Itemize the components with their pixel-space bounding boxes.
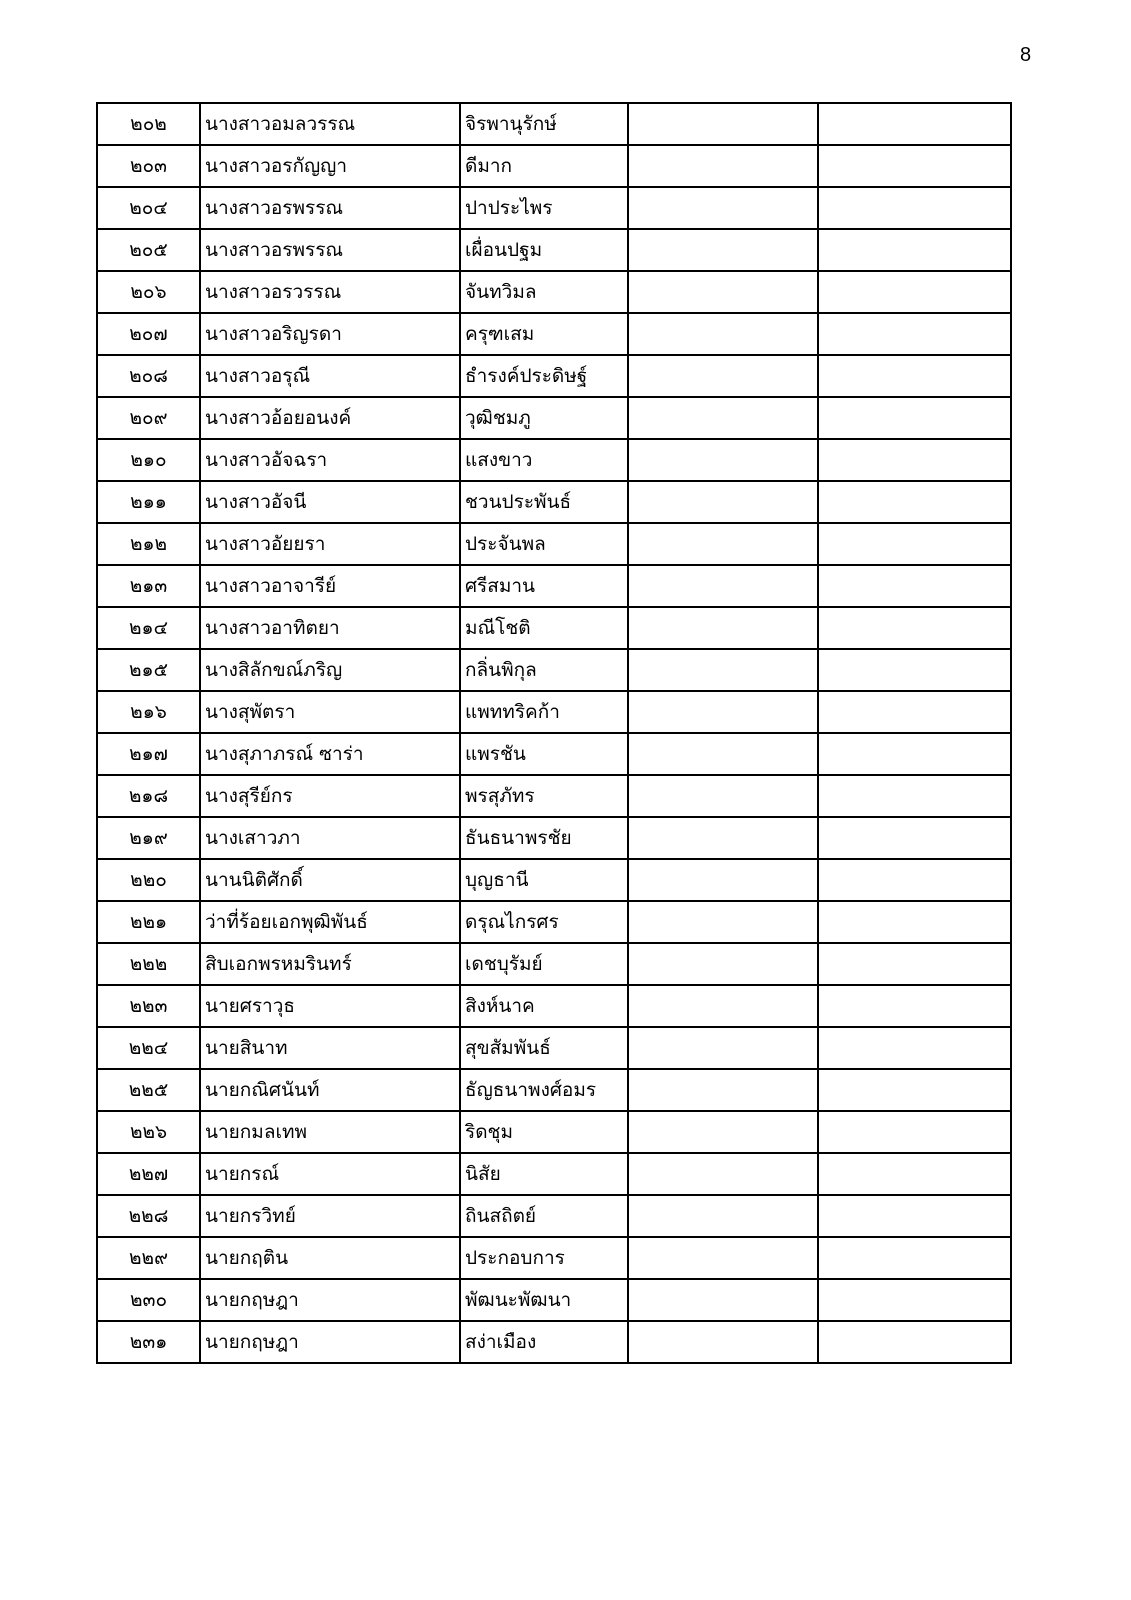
table-row (97, 187, 1011, 229)
blank-cell (818, 313, 1011, 355)
table-row (97, 271, 1011, 313)
row-number-cell: ๒๑๖ (97, 691, 200, 733)
row-number-cell: ๒๒๘ (97, 1195, 200, 1237)
last-name-cell: สิงห์นาค (460, 985, 628, 1027)
last-name-cell: ชวนประพันธ์ (460, 481, 628, 523)
blank-cell (628, 1111, 818, 1153)
blank-cell (818, 271, 1011, 313)
row-number-cell: ๒๒๙ (97, 1237, 200, 1279)
blank-cell (628, 943, 818, 985)
last-name-cell: พรสุภัทร (460, 775, 628, 817)
row-number-cell: ๒๑๒ (97, 523, 200, 565)
table-row (97, 313, 1011, 355)
blank-cell (628, 1279, 818, 1321)
first-name-cell: นางสาวอรพรรณ (200, 229, 460, 271)
blank-cell (628, 145, 818, 187)
first-name-cell: นางสาวอรวรรณ (200, 271, 460, 313)
last-name-cell: จันทวิมล (460, 271, 628, 313)
blank-cell (818, 1237, 1011, 1279)
blank-cell (818, 229, 1011, 271)
last-name-cell: สง่าเมือง (460, 1321, 628, 1363)
table-row (97, 901, 1011, 943)
row-number-cell: ๒๑๙ (97, 817, 200, 859)
row-number-cell: ๒๐๒ (97, 103, 200, 145)
row-number-cell: ๒๐๗ (97, 313, 200, 355)
first-name-cell: นายศราวุธ (200, 985, 460, 1027)
blank-cell (818, 691, 1011, 733)
last-name-cell: นิสัย (460, 1153, 628, 1195)
row-number-cell: ๒๐๖ (97, 271, 200, 313)
blank-cell (818, 187, 1011, 229)
blank-cell (628, 103, 818, 145)
first-name-cell: นายกมลเทพ (200, 1111, 460, 1153)
row-number-cell: ๒๐๘ (97, 355, 200, 397)
row-number-cell: ๒๑๑ (97, 481, 200, 523)
table-row (97, 439, 1011, 481)
first-name-cell: นางสาวอมลวรรณ (200, 103, 460, 145)
blank-cell (818, 985, 1011, 1027)
blank-cell (818, 355, 1011, 397)
row-number-cell: ๒๑๔ (97, 607, 200, 649)
last-name-cell: ธันธนาพรชัย (460, 817, 628, 859)
first-name-cell: นางสาวอัยยรา (200, 523, 460, 565)
first-name-cell: นายกฤติน (200, 1237, 460, 1279)
last-name-cell: เดชบุรัมย์ (460, 943, 628, 985)
blank-cell (628, 313, 818, 355)
table-row (97, 481, 1011, 523)
last-name-cell: จิรพานุรักษ์ (460, 103, 628, 145)
blank-cell (628, 985, 818, 1027)
row-number-cell: ๒๒๗ (97, 1153, 200, 1195)
first-name-cell: นางเสาวภา (200, 817, 460, 859)
row-number-cell: ๒๑๘ (97, 775, 200, 817)
blank-cell (628, 901, 818, 943)
first-name-cell: นายกฤษฎา (200, 1279, 460, 1321)
last-name-cell: แพรชัน (460, 733, 628, 775)
row-number-cell: ๒๒๔ (97, 1027, 200, 1069)
table-row (97, 817, 1011, 859)
row-number-cell: ๒๐๕ (97, 229, 200, 271)
last-name-cell: บุญธานี (460, 859, 628, 901)
table-row (97, 145, 1011, 187)
table-row (97, 943, 1011, 985)
blank-cell (628, 733, 818, 775)
last-name-cell: ธัญธนาพงศ์อมร (460, 1069, 628, 1111)
last-name-cell: ริดชุม (460, 1111, 628, 1153)
first-name-cell: ว่าที่ร้อยเอกพุฒิพันธ์ (200, 901, 460, 943)
last-name-cell: แสงขาว (460, 439, 628, 481)
first-name-cell: นางสุรีย์กร (200, 775, 460, 817)
blank-cell (818, 523, 1011, 565)
row-number-cell: ๒๓๐ (97, 1279, 200, 1321)
blank-cell (628, 1153, 818, 1195)
table-row (97, 607, 1011, 649)
blank-cell (818, 859, 1011, 901)
blank-cell (818, 397, 1011, 439)
blank-cell (628, 565, 818, 607)
first-name-cell: นางสุภาภรณ์ ซาร่า (200, 733, 460, 775)
blank-cell (818, 1153, 1011, 1195)
blank-cell (628, 1069, 818, 1111)
last-name-cell: วุฒิชมภู (460, 397, 628, 439)
table-row (97, 1153, 1011, 1195)
table-row (97, 523, 1011, 565)
last-name-cell: ปาประไพร (460, 187, 628, 229)
first-name-cell: นายกรณ์ (200, 1153, 460, 1195)
first-name-cell: นางสาวอริญรดา (200, 313, 460, 355)
first-name-cell: นางสาวอรพรรณ (200, 187, 460, 229)
first-name-cell: นางสาวอรกัญญา (200, 145, 460, 187)
blank-cell (628, 481, 818, 523)
blank-cell (628, 1195, 818, 1237)
first-name-cell: นายกณิศนันท์ (200, 1069, 460, 1111)
row-number-cell: ๒๒๖ (97, 1111, 200, 1153)
row-number-cell: ๒๑๓ (97, 565, 200, 607)
table-row (97, 397, 1011, 439)
row-number-cell: ๒๑๐ (97, 439, 200, 481)
last-name-cell: ดรุณไกรศร (460, 901, 628, 943)
blank-cell (818, 439, 1011, 481)
blank-cell (818, 1027, 1011, 1069)
blank-cell (628, 1027, 818, 1069)
blank-cell (818, 1321, 1011, 1363)
last-name-cell: ดีมาก (460, 145, 628, 187)
blank-cell (818, 565, 1011, 607)
blank-cell (818, 481, 1011, 523)
first-name-cell: นางสาวอาทิตยา (200, 607, 460, 649)
last-name-cell: กลิ่นพิกุล (460, 649, 628, 691)
blank-cell (818, 775, 1011, 817)
table-row (97, 985, 1011, 1027)
table-row (97, 103, 1011, 145)
blank-cell (628, 817, 818, 859)
blank-cell (818, 817, 1011, 859)
blank-cell (818, 1195, 1011, 1237)
row-number-cell: ๒๒๒ (97, 943, 200, 985)
row-number-cell: ๒๐๓ (97, 145, 200, 187)
first-name-cell: นางสาวอรุณี (200, 355, 460, 397)
first-name-cell: นางสาวอัจนี (200, 481, 460, 523)
table-row (97, 859, 1011, 901)
blank-cell (818, 649, 1011, 691)
first-name-cell: นายกฤษฎา (200, 1321, 460, 1363)
page-number: 8 (1020, 44, 1032, 66)
blank-cell (628, 187, 818, 229)
table-row (97, 1195, 1011, 1237)
blank-cell (628, 1321, 818, 1363)
name-roster-table (96, 102, 1012, 1364)
last-name-cell: ศรีสมาน (460, 565, 628, 607)
first-name-cell: นายสินาท (200, 1027, 460, 1069)
table-row (97, 1279, 1011, 1321)
row-number-cell: ๒๐๔ (97, 187, 200, 229)
table-row (97, 355, 1011, 397)
last-name-cell: มณีโชติ (460, 607, 628, 649)
row-number-cell: ๒๒๐ (97, 859, 200, 901)
blank-cell (818, 901, 1011, 943)
first-name-cell: นางสุพัตรา (200, 691, 460, 733)
first-name-cell: นางสาวอาจารีย์ (200, 565, 460, 607)
blank-cell (628, 439, 818, 481)
blank-cell (818, 733, 1011, 775)
table-row (97, 1027, 1011, 1069)
blank-cell (628, 229, 818, 271)
last-name-cell: ถินสถิตย์ (460, 1195, 628, 1237)
last-name-cell: ประกอบการ (460, 1237, 628, 1279)
row-number-cell: ๒๒๓ (97, 985, 200, 1027)
first-name-cell: สิบเอกพรหมรินทร์ (200, 943, 460, 985)
first-name-cell: นางสิลักขณ์ภริญ (200, 649, 460, 691)
blank-cell (818, 1279, 1011, 1321)
blank-cell (818, 943, 1011, 985)
table-row (97, 1237, 1011, 1279)
last-name-cell: ครุฑเสม (460, 313, 628, 355)
row-number-cell: ๒๒๕ (97, 1069, 200, 1111)
table-row (97, 691, 1011, 733)
table-row (97, 733, 1011, 775)
blank-cell (628, 859, 818, 901)
table-row (97, 1321, 1011, 1363)
row-number-cell: ๒๓๑ (97, 1321, 200, 1363)
table-row (97, 1111, 1011, 1153)
blank-cell (818, 607, 1011, 649)
last-name-cell: สุขสัมพันธ์ (460, 1027, 628, 1069)
row-number-cell: ๒๐๙ (97, 397, 200, 439)
table-row (97, 1069, 1011, 1111)
blank-cell (628, 355, 818, 397)
blank-cell (628, 649, 818, 691)
roster-table-body (97, 103, 1011, 1363)
blank-cell (628, 691, 818, 733)
first-name-cell: นางสาวอัจฉรา (200, 439, 460, 481)
row-number-cell: ๒๑๕ (97, 649, 200, 691)
last-name-cell: ประจันพล (460, 523, 628, 565)
first-name-cell: นางสาวอ้อยอนงค์ (200, 397, 460, 439)
table-row (97, 229, 1011, 271)
blank-cell (628, 271, 818, 313)
last-name-cell: เผื่อนปฐม (460, 229, 628, 271)
first-name-cell: นานนิติศักดิ์ (200, 859, 460, 901)
blank-cell (628, 607, 818, 649)
table-row (97, 565, 1011, 607)
blank-cell (818, 145, 1011, 187)
row-number-cell: ๒๑๗ (97, 733, 200, 775)
last-name-cell: แพททริคก้า (460, 691, 628, 733)
table-row (97, 649, 1011, 691)
blank-cell (818, 1069, 1011, 1111)
first-name-cell: นายกรวิทย์ (200, 1195, 460, 1237)
blank-cell (628, 1237, 818, 1279)
blank-cell (818, 1111, 1011, 1153)
blank-cell (628, 397, 818, 439)
blank-cell (628, 523, 818, 565)
blank-cell (628, 775, 818, 817)
blank-cell (818, 103, 1011, 145)
table-row (97, 775, 1011, 817)
last-name-cell: พัฒนะพัฒนา (460, 1279, 628, 1321)
row-number-cell: ๒๒๑ (97, 901, 200, 943)
last-name-cell: ธำรงค์ประดิษฐ์ (460, 355, 628, 397)
